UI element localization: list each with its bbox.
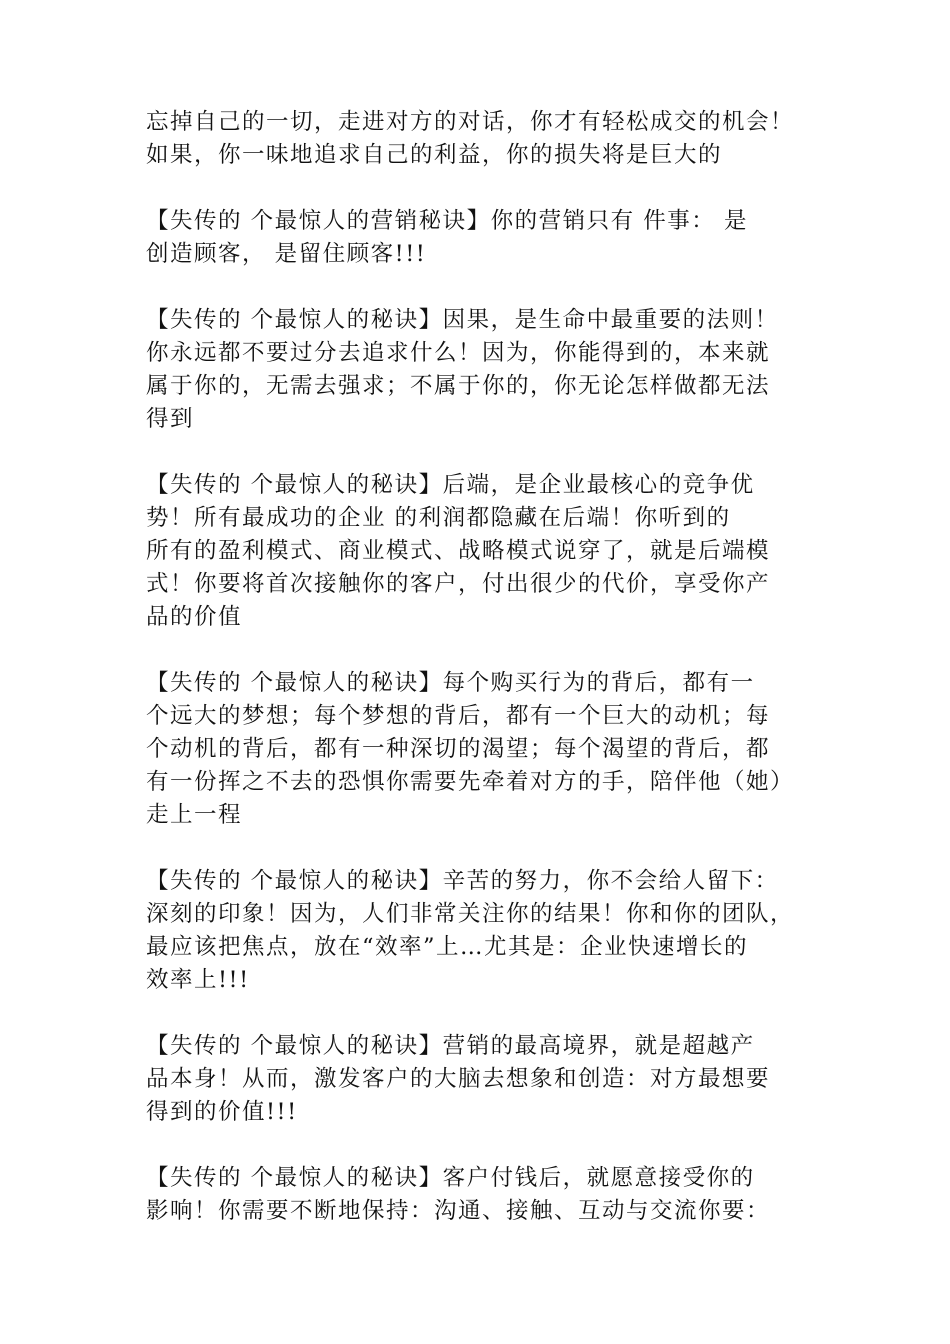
paragraph-4: 【失传的 个最惊人的秘诀】后端，是企业最核心的竞争优 势！所有最成功的企业 的利润都隐藏在后端！你听到的 所有的盈利模式、商业模式、战略模式说穿了，就是后端模 式！你要将首次接触你的客户，付出很少的代价，享受你产 品的价值 [146, 472, 771, 630]
document-body [146, 106, 816, 1261]
paragraph-2: 【失传的 个最惊人的营销秘诀】你的营销只有 件事： 是 创造顾客， 是留住顾客!!! [146, 208, 748, 267]
paragraph-5: 【失传的 个最惊人的秘诀】每个购买行为的背后，都有一 个远大的梦想；每个梦想的背后，都有一个巨大的动机；每 个动机的背后，都有一种深切的渴望；每个渴望的背后，都 有一份挥之不去的恐惧你需要先牵着对方的手，陪伴他（她） 走上一程 [146, 670, 795, 828]
paragraph-8: 【失传的 个最惊人的秘诀】客户付钱后，就愿意接受你的 影响！你需要不断地保持：沟通、接触、互动与交流你要： [146, 1165, 771, 1224]
paragraph-1: 忘掉自己的一切，走进对方的对话，你才有轻松成交的机会！ 如果，你一味地追求自己的利益，你的损失将是巨大的 [146, 109, 795, 168]
paragraph-7: 【失传的 个最惊人的秘诀】营销的最高境界，就是超越产 品本身！从而，激发客户的大脑去想象和创造：对方最想要 得到的价值!!! [146, 1033, 771, 1125]
paragraph-6: 【失传的 个最惊人的秘诀】辛苦的努力，你不会给人留下： 深刻的印象！因为，人们非常关注你的结果！你和你的团队， 最应该把焦点，放在“效率”上…尤其是：企业快速增长的 效率上!!! [146, 868, 795, 993]
paragraph-3: 【失传的 个最惊人的秘诀】因果，是生命中最重要的法则！ 你永远都不要过分去追求什么！因为，你能得到的，本来就 属于你的，无需去强求；不属于你的，你无论怎样做都无法 得到 [146, 307, 779, 432]
